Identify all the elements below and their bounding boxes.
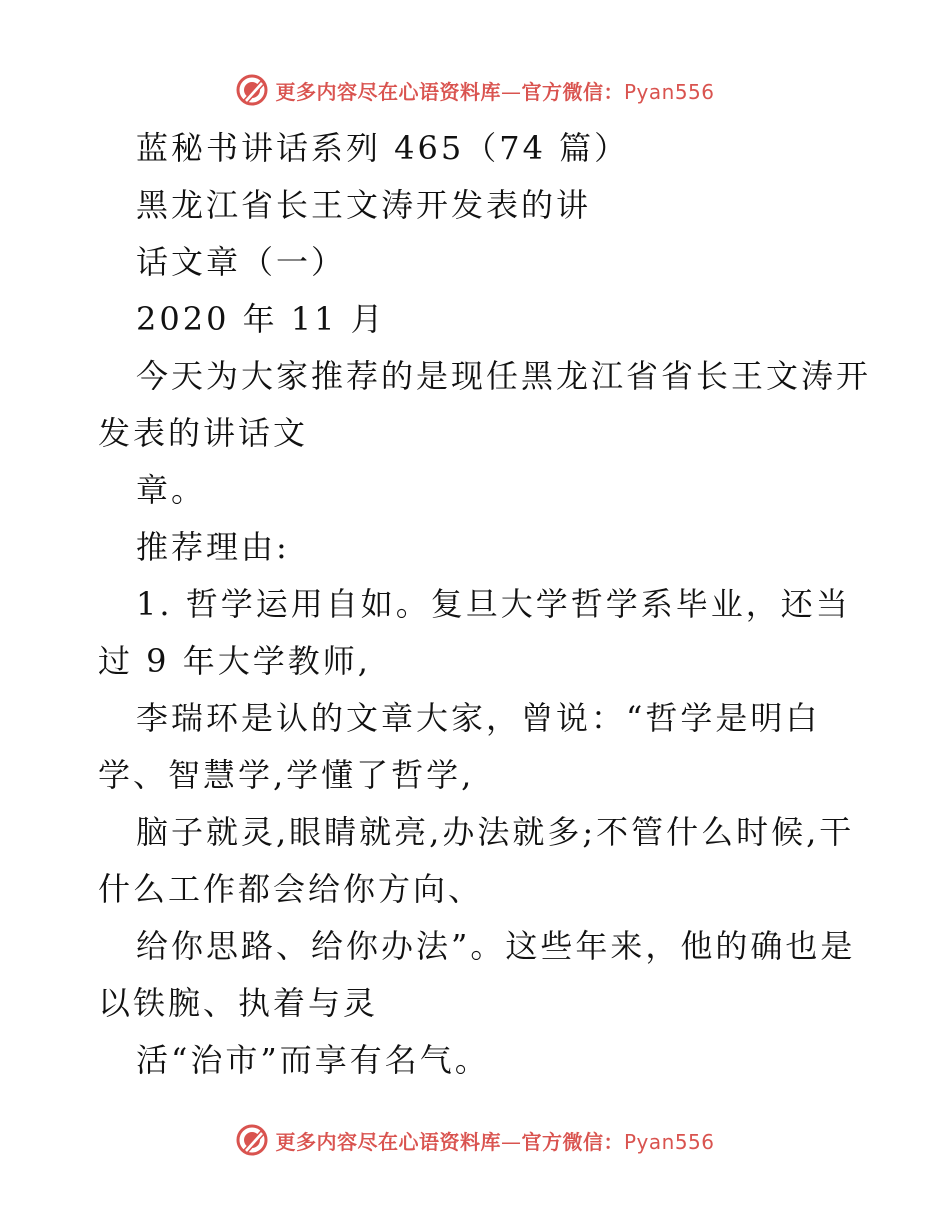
text-line: 今天为大家推荐的是现任黑龙江省省长王文涛开 <box>136 357 872 395</box>
document-body <box>98 120 872 1089</box>
text-line: 1. 哲学运用自如。复旦大学哲学系毕业，还当 <box>136 585 851 623</box>
pen-logo-icon <box>235 73 269 107</box>
text-line: 2020 年 11 月 <box>136 300 386 338</box>
footer-watermark <box>0 1120 950 1160</box>
text-line: 活“治市”而享有名气。 <box>136 1041 490 1079</box>
text-line: 发表的讲话文 <box>98 414 309 452</box>
text-line: 话文章（一） <box>136 243 347 281</box>
text-line: 脑子就灵,眼睛就亮,办法就多;不管什么时候,干 <box>136 813 855 851</box>
text-line: 蓝秘书讲话系列 465（74 篇） <box>136 129 630 167</box>
header-watermark <box>0 70 950 110</box>
text-line: 什么工作都会给你方向、 <box>98 870 484 908</box>
text-line: 李瑞环是认的文章大家，曾说：“哲学是明白 <box>136 699 821 737</box>
watermark-text: 更多内容尽在心语资料库—官方微信：Pyan556 <box>275 1129 715 1154</box>
text-line: 以铁腕、执着与灵 <box>98 984 379 1022</box>
text-line: 给你思路、给你办法”。这些年来，他的确也是 <box>136 927 856 965</box>
text-line: 章。 <box>136 471 207 509</box>
text-line: 推荐理由: <box>136 528 290 566</box>
text-line: 过 9 年大学教师, <box>98 642 371 680</box>
text-line: 学、智慧学,学懂了哲学, <box>98 756 475 794</box>
watermark-text: 更多内容尽在心语资料库—官方微信：Pyan556 <box>275 79 715 104</box>
pen-logo-icon <box>235 1123 269 1157</box>
text-line: 黑龙江省长王文涛开发表的讲 <box>136 186 592 224</box>
